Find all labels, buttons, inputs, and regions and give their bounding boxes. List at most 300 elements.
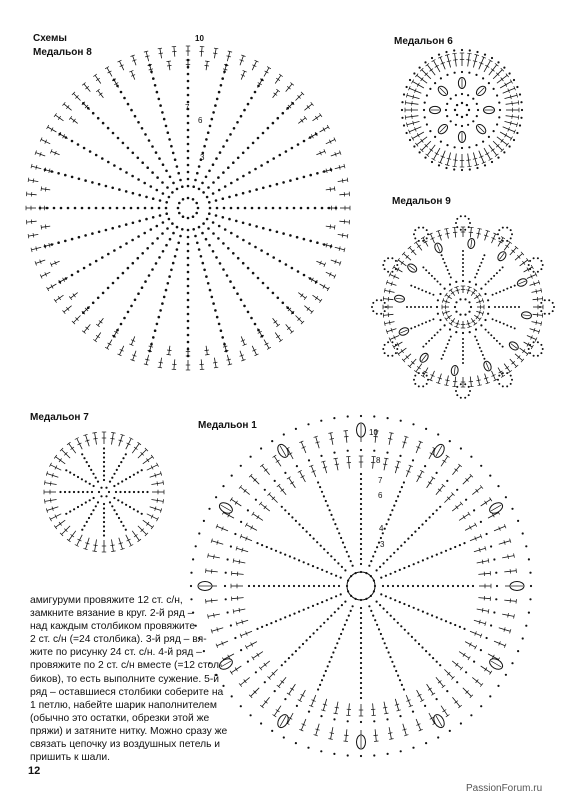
double-crochet	[33, 233, 34, 237]
chain-dot	[103, 534, 105, 536]
chain-dot	[145, 196, 148, 199]
chain-dot	[360, 667, 362, 669]
chain-dot	[340, 633, 342, 635]
watermark: PassionForum.ru	[466, 783, 543, 794]
chain-dot	[198, 188, 201, 191]
chain-dot	[156, 189, 159, 192]
text-line: пришить к шали.	[30, 752, 110, 764]
chain-dot	[127, 267, 130, 270]
double-crochet	[388, 439, 392, 440]
chain-dot	[222, 145, 225, 148]
double-crochet	[214, 555, 215, 559]
chain-dot	[256, 628, 258, 630]
chain-dot	[499, 321, 501, 323]
chain-dot	[346, 551, 348, 553]
chain-dot	[192, 558, 194, 560]
chain-dot	[95, 477, 97, 479]
chain-dot	[156, 323, 159, 326]
chain-dot	[403, 603, 405, 605]
chain-dot	[217, 237, 220, 240]
chain-dot	[390, 615, 392, 617]
chain-dot	[83, 457, 85, 459]
chain-dot	[380, 537, 382, 539]
chain-dot	[334, 611, 336, 613]
center-ring	[197, 207, 200, 210]
picot-dot	[422, 372, 424, 374]
chain-dot	[412, 459, 414, 461]
chain-dot	[156, 225, 159, 228]
chain-dot	[53, 207, 56, 210]
chain-dot	[496, 585, 498, 587]
chain-dot	[230, 207, 233, 210]
instruction-text	[30, 594, 242, 764]
chain-dot	[187, 320, 190, 323]
chain-dot	[212, 192, 215, 195]
chain-dot	[313, 585, 315, 587]
chain-dot	[373, 580, 375, 582]
chain-dot	[517, 650, 519, 652]
chain-dot	[212, 302, 215, 305]
chain-dot	[406, 132, 408, 134]
chain-dot	[316, 629, 318, 631]
chain-dot	[215, 157, 218, 160]
double-crochet	[279, 339, 283, 342]
chain-dot	[403, 124, 405, 126]
chain-dot	[270, 622, 272, 624]
chain-dot	[103, 512, 105, 514]
picot-dot	[455, 222, 457, 224]
chain-dot	[187, 150, 190, 153]
chain-dot	[273, 585, 275, 587]
chain-dot	[144, 133, 147, 136]
chain-dot	[456, 681, 458, 683]
chain-dot	[198, 532, 200, 534]
center-ring	[178, 202, 181, 205]
chain-dot	[255, 225, 258, 228]
chain-dot	[152, 336, 155, 339]
chain-dot	[467, 585, 469, 587]
chain-dot	[338, 638, 340, 640]
double-crochet	[239, 560, 240, 564]
chain-dot	[482, 141, 484, 143]
double-crochet	[54, 526, 57, 530]
chain-dot	[413, 145, 415, 147]
chain-dot	[330, 597, 332, 599]
chain-dot	[337, 562, 339, 564]
chain-dot	[344, 624, 346, 626]
chain-dot	[476, 51, 478, 53]
double-crochet	[257, 515, 259, 519]
double-crochet	[257, 653, 259, 657]
chain-dot	[215, 214, 218, 217]
chain-dot	[270, 548, 272, 550]
chain-dot	[119, 491, 121, 493]
chain-dot	[496, 272, 498, 274]
chain-dot	[159, 104, 162, 107]
chain-dot	[431, 161, 433, 163]
chain-dot	[176, 188, 179, 191]
chain-dot	[73, 508, 75, 510]
chain-dot	[137, 207, 140, 210]
chain-dot	[510, 326, 512, 328]
chain-dot	[482, 258, 484, 260]
chain-dot	[260, 722, 262, 724]
chain-dot	[222, 197, 225, 200]
m1-row-number: 4	[379, 524, 384, 533]
double-crochet	[205, 354, 209, 355]
chain-dot	[118, 465, 120, 467]
chain-dot	[408, 565, 410, 567]
chain-dot	[503, 323, 505, 325]
chain-dot	[262, 282, 265, 285]
picot-dot	[460, 397, 462, 399]
chain-dot	[460, 447, 462, 449]
double-crochet	[138, 442, 142, 445]
picot-dot	[510, 375, 512, 377]
chain-dot	[284, 616, 286, 618]
chain-dot	[360, 478, 362, 480]
chain-dot	[497, 157, 499, 159]
double-crochet	[146, 522, 149, 526]
chain-dot	[376, 546, 378, 548]
double-crochet	[482, 560, 483, 564]
chain-dot	[102, 207, 105, 210]
double-crochet	[96, 78, 100, 81]
chain-dot	[497, 485, 499, 487]
chain-dot	[206, 196, 209, 199]
chain-dot	[506, 306, 508, 308]
double-crochet	[287, 477, 291, 479]
text-line: (обычно это остатки, обрезки этой же	[30, 712, 210, 724]
chain-dot	[103, 521, 105, 523]
double-crochet	[474, 289, 478, 292]
double-crochet	[290, 482, 294, 484]
chain-dot	[187, 143, 190, 146]
chain-dot	[410, 306, 412, 308]
chain-dot	[408, 605, 410, 607]
chain-dot	[174, 158, 177, 161]
chain-dot	[453, 168, 455, 170]
chain-dot	[347, 754, 349, 756]
chain-dot	[233, 127, 236, 130]
chain-dot	[179, 235, 182, 238]
double-crochet	[508, 555, 509, 559]
chain-dot	[187, 257, 190, 260]
chain-dot	[237, 157, 240, 160]
chain-dot	[123, 207, 126, 210]
picot-dot	[468, 394, 470, 396]
chain-dot	[439, 506, 441, 508]
chain-dot	[462, 585, 464, 587]
chain-dot	[327, 618, 329, 620]
chain-dot	[360, 538, 362, 540]
chain-dot	[208, 170, 211, 173]
chain-dot	[255, 671, 257, 673]
chain-dot	[127, 103, 130, 106]
chain-dot	[156, 176, 159, 179]
picot-dot	[506, 372, 508, 374]
double-crochet	[330, 733, 334, 734]
chain-dot	[297, 143, 300, 146]
chain-dot	[484, 319, 486, 321]
chain-dot	[266, 253, 269, 256]
chain-dot	[119, 168, 122, 171]
chain-dot	[120, 323, 123, 326]
chain-dot	[194, 235, 197, 238]
center-ring	[455, 301, 457, 303]
chain-dot	[171, 222, 174, 225]
chain-dot	[323, 548, 325, 550]
chain-dot	[117, 277, 120, 280]
chain-dot	[81, 207, 84, 210]
chain-dot	[93, 485, 95, 487]
chain-dot	[224, 585, 226, 587]
double-crochet	[287, 693, 291, 695]
picot-dot	[498, 383, 500, 385]
double-crochet	[542, 313, 543, 317]
chain-dot	[134, 299, 137, 302]
chain-dot	[81, 453, 83, 455]
double-crochet	[93, 74, 97, 77]
chain-dot	[137, 235, 140, 238]
chain-dot	[158, 98, 161, 101]
chain-dot	[426, 613, 428, 615]
chain-dot	[91, 232, 94, 235]
chain-dot	[447, 585, 449, 587]
picot-dot	[460, 229, 462, 231]
chain-dot	[413, 563, 415, 565]
chain-dot	[143, 182, 146, 185]
chain-dot	[444, 288, 446, 290]
double-crochet	[476, 316, 479, 320]
chain-dot	[498, 102, 500, 104]
picot-dot	[376, 299, 378, 301]
chain-dot	[360, 599, 362, 601]
picot-dot	[384, 344, 386, 346]
chain-dot	[330, 573, 332, 575]
double-crochet	[28, 234, 29, 238]
double-crochet	[514, 614, 515, 618]
center-ring	[105, 487, 107, 489]
chain-dot	[482, 77, 484, 79]
chain-dot	[181, 185, 184, 188]
chain-dot	[117, 499, 119, 501]
chain-dot	[170, 269, 173, 272]
chain-dot	[83, 525, 85, 527]
chain-dot	[333, 452, 335, 454]
chain-dot	[327, 552, 329, 554]
double-crochet	[159, 53, 163, 54]
double-crochet	[158, 367, 162, 368]
chain-dot	[296, 465, 298, 467]
chain-dot	[291, 147, 294, 150]
chain-dot	[113, 497, 115, 499]
chain-dot	[137, 257, 140, 260]
picot-dot	[384, 310, 386, 312]
chain-dot	[300, 207, 303, 210]
m8-row-number: 6	[198, 116, 203, 125]
chain-dot	[444, 350, 446, 352]
chain-dot	[137, 157, 140, 160]
chain-dot	[449, 440, 451, 442]
chain-dot	[219, 151, 222, 154]
double-crochet	[485, 668, 487, 672]
chain-dot	[413, 72, 415, 74]
chain-dot	[168, 196, 171, 199]
double-crochet	[319, 299, 322, 303]
chain-dot	[240, 521, 242, 523]
chain-dot	[397, 675, 399, 677]
chain-dot	[374, 585, 376, 587]
chain-dot	[510, 286, 512, 288]
chain-dot	[111, 187, 114, 190]
chain-dot	[187, 73, 190, 76]
picot-dot	[387, 257, 389, 259]
chain-dot	[166, 186, 169, 189]
double-crochet	[235, 501, 237, 505]
chain-dot	[393, 665, 395, 667]
chain-dot	[499, 269, 501, 271]
double-crochet	[446, 715, 450, 717]
chain-dot	[85, 501, 87, 503]
picot-dot	[528, 348, 530, 350]
double-crochet	[344, 431, 348, 432]
chain-dot	[312, 565, 314, 567]
chain-dot	[428, 272, 430, 274]
chain-dot	[391, 661, 393, 663]
chain-dot	[394, 599, 396, 601]
chain-dot	[125, 190, 128, 193]
center-ring	[461, 102, 463, 104]
double-crochet	[158, 48, 162, 49]
double-crochet	[342, 233, 343, 237]
picot-dot	[469, 222, 471, 224]
chain-dot	[190, 585, 192, 587]
double-crochet	[159, 362, 163, 363]
chain-dot	[401, 101, 403, 103]
picot-dot	[418, 240, 420, 242]
chain-dot	[90, 469, 92, 471]
chain-dot	[73, 474, 75, 476]
chain-dot	[513, 79, 515, 81]
chain-dot	[144, 280, 147, 283]
chain-dot	[250, 714, 252, 716]
chain-dot	[132, 152, 135, 155]
chain-dot	[293, 585, 295, 587]
chain-dot	[221, 77, 224, 80]
center-ring	[192, 215, 195, 218]
chain-dot	[167, 131, 170, 134]
double-crochet	[468, 512, 470, 516]
chain-dot	[462, 266, 464, 268]
double-crochet	[315, 116, 318, 120]
double-crochet	[505, 245, 509, 248]
chain-dot	[493, 130, 495, 132]
chain-dot	[422, 611, 424, 613]
chain-dot	[446, 74, 448, 76]
chain-dot	[514, 306, 516, 308]
picot-dot	[533, 257, 535, 259]
chain-dot	[429, 88, 431, 90]
chain-dot	[425, 520, 427, 522]
chain-dot	[208, 212, 211, 215]
center-ring	[454, 306, 456, 308]
double-crochet	[214, 367, 218, 368]
chain-dot	[321, 207, 324, 210]
chain-dot	[125, 453, 127, 455]
chain-dot	[235, 220, 238, 223]
chain-dot	[262, 187, 265, 190]
chain-dot	[340, 577, 342, 579]
chain-dot	[491, 161, 493, 163]
chain-dot	[109, 501, 111, 503]
chain-dot	[332, 518, 334, 520]
chain-dot	[132, 222, 135, 225]
double-crochet	[412, 101, 413, 105]
picot-dot	[502, 372, 504, 374]
chain-dot	[266, 546, 268, 548]
chain-dot	[249, 223, 252, 226]
chain-dot	[434, 82, 436, 84]
double-crochet	[467, 53, 471, 54]
double-crochet	[134, 447, 138, 450]
chain-dot	[370, 610, 372, 612]
chain-dot	[462, 274, 464, 276]
chain-dot	[254, 168, 257, 171]
chain-dot	[187, 129, 190, 132]
chain-dot	[487, 313, 489, 315]
chain-dot	[511, 662, 513, 664]
chain-dot	[187, 185, 190, 188]
chain-dot	[187, 236, 190, 239]
picot-dot	[384, 302, 386, 304]
picot-dot	[384, 268, 386, 270]
chain-dot	[119, 246, 122, 249]
double-crochet	[205, 350, 209, 351]
chain-dot	[447, 343, 449, 345]
chain-dot	[129, 506, 131, 508]
chain-dot	[503, 151, 505, 153]
text-line: провяжите по 2 ст. с/н вместе (=12 стол-	[30, 660, 223, 672]
chain-dot	[525, 545, 527, 547]
chain-dot	[447, 269, 449, 271]
chain-dot	[503, 67, 505, 69]
chain-dot	[499, 291, 501, 293]
chain-dot	[64, 240, 67, 243]
picot-dot	[511, 233, 513, 235]
chain-dot	[352, 605, 354, 607]
chain-dot	[247, 509, 249, 511]
chain-dot	[71, 176, 74, 179]
chain-dot	[429, 654, 431, 656]
chain-dot	[156, 91, 159, 94]
chain-dot	[390, 555, 392, 557]
chain-dot	[138, 220, 141, 223]
chain-dot	[488, 306, 490, 308]
double-crochet	[71, 534, 75, 537]
chain-dot	[316, 172, 319, 175]
chain-dot	[279, 207, 282, 210]
chain-dot	[116, 469, 118, 471]
picot-dot	[372, 302, 374, 304]
chain-dot	[242, 239, 245, 242]
double-crochet	[45, 187, 46, 191]
chain-dot	[360, 449, 362, 451]
chain-dot	[410, 327, 412, 329]
chain-dot	[288, 585, 290, 587]
double-crochet	[96, 335, 100, 338]
chain-dot	[437, 313, 439, 315]
